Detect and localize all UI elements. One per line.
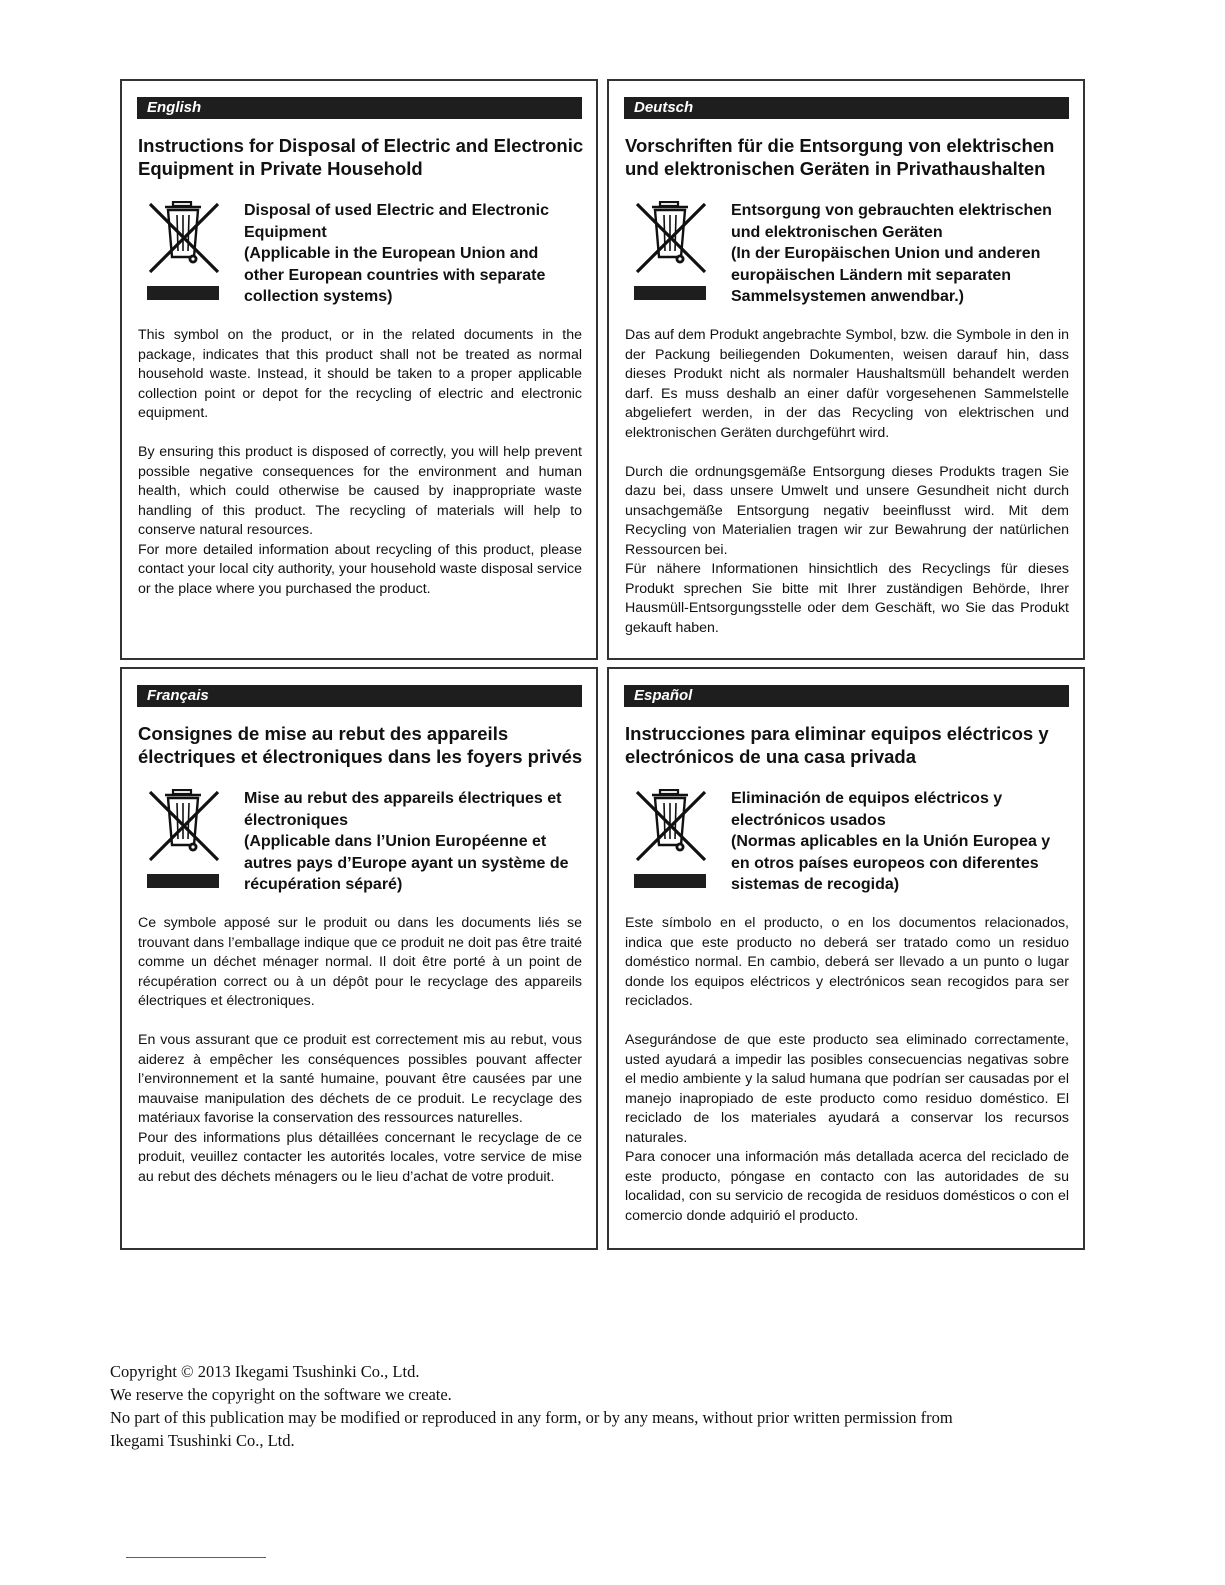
panel-subheading: Eliminación de equipos eléctricos y electrónicos usados (Normas aplicables en la Unión Europea y en otros países europeos con diferentes sistemas de recogida) [731, 790, 1051, 893]
panel-subheading: Mise au rebut des appareils électriques et électroniques (Applicable dans l’Union Européenne et autres pays d’Europe ayant un système de récupération séparé) [244, 790, 569, 893]
language-label: Deutsch [624, 97, 1069, 119]
panel-heading: Consignes de mise au rebut des appareils électriques et électroniques dans les foyers privés [138, 723, 583, 767]
paragraph: By ensuring this product is disposed of correctly, you will help prevent possible negative consequences for the environment and human health, which could otherwise be caused by inappropriate waste handling of this product. The recycling of materials will help to conserve natural resources. [138, 444, 582, 538]
paragraph: Pour des informations plus détaillées concernant le recyclage de ce produit, veuillez contacter les autorités locales, votre service de mise au rebut des déchets ménagers ou le lieu d’achat de votre produit. [138, 1129, 582, 1185]
paragraph: Para conocer una información más detallada acerca del reciclado de este producto, póngase en contacto con las autoridades de su localidad, con su servicio de recogida de residuos domésticos o con el comercio donde adquirió el producto. [625, 1149, 1069, 1224]
crossed-out-wheelie-bin-icon [147, 789, 221, 865]
paragraph: Für nähere Informationen hinsichtlich des Recyclings für dieses Produkt sprechen Sie bitte mit Ihrer zuständigen Behörde, Ihrer Hausmüll-Entsorgungsstelle oder dem Geschäft, wo Sie das Produkt gekauft haben. [625, 561, 1069, 636]
panel-heading: Instructions for Disposal of Electric and Electronic Equipment in Private Household [138, 135, 584, 179]
paragraph: Asegurándose de que este producto sea eliminado correctamente, usted ayudará a impedir las posibles consecuencias negativas sobre el medio ambiente y la salud humana que podrían ser causadas por el manejo inapropiado de este producto como residuo doméstico. El reciclado de los materiales ayudará a conservar los recursos naturales. [625, 1032, 1069, 1146]
paragraph: Este símbolo en el producto, o en los documentos relacionados, indica que este producto no deberá ser tratado como un residuo doméstico normal. En cambio, deberá ser llevado a un punto o lugar donde los equipos eléctricos y electrónicos sean recogidos para ser reciclados. [625, 915, 1069, 1009]
panel-espanol [607, 667, 1085, 1250]
panel-francais [120, 667, 598, 1250]
copyright-line: Ikegami Tsushinki Co., Ltd. [110, 1431, 295, 1450]
panel-subheading: Disposal of used Electric and Electronic Equipment (Applicable in the European Union and other European countries with separate collection systems) [244, 202, 549, 305]
copyright-notice [110, 1360, 1110, 1452]
language-label: English [137, 97, 582, 119]
paragraph: En vous assurant que ce produit est correctement mis au rebut, vous aiderez à empêcher les conséquences possibles pouvant affecter l’environnement et la santé humaine, pouvant être causées par une mauvaise manipulation des déchets de ce produit. Le recyclage des matériaux favorise la conservation des ressources naturelles. [138, 1032, 582, 1126]
panel-heading: Instrucciones para eliminar equipos eléctricos y electrónicos de una casa privada [625, 723, 1049, 767]
copyright-line: Copyright © 2013 Ikegami Tsushinki Co., Ltd. [110, 1362, 420, 1381]
symbol-bar [634, 874, 706, 888]
weee-symbol [634, 201, 708, 311]
symbol-bar [147, 874, 219, 888]
paragraph: Durch die ordnungsgemäße Entsorgung dieses Produkts tragen Sie dazu bei, dass unsere Umwelt und unsere Gesundheit nicht durch unsachgemäße Entsorgung negativ beeinflusst wird. Mit dem Recycling von Materialien tragen wir zur Bewahrung der natürlichen Ressourcen bei. [625, 463, 1069, 558]
crossed-out-wheelie-bin-icon [634, 201, 708, 277]
symbol-bar [634, 286, 706, 300]
panel-heading: Vorschriften für die Entsorgung von elektrischen und elektronischen Geräten in Privathaushalten [625, 135, 1055, 179]
language-label: Français [137, 685, 582, 707]
panel-body [625, 326, 1069, 658]
weee-symbol [147, 201, 221, 311]
panel-body [138, 914, 582, 1207]
paragraph: Ce symbole apposé sur le produit ou dans les documents liés se trouvant dans l’emballage indique que ce produit ne doit pas être traité comme un déchet ménager normal. Il doit être porté à un point de récupération correct ou à un dépôt pour le recyclage des appareils électriques et électroniques. [138, 915, 582, 1009]
panel-deutsch [607, 79, 1085, 660]
language-label: Español [624, 685, 1069, 707]
copyright-line: No part of this publication may be modified or reproduced in any form, or by any means, without prior written permission from [110, 1408, 953, 1427]
paragraph: Das auf dem Produkt angebrachte Symbol, bzw. die Symbole in den in der Packung beiliegenden Dokumenten, weisen darauf hin, dass dieses Produkt nicht als normaler Haushaltsmüll behandelt werden darf. Es muss deshalb an einer dafür vorgesehenen Sammelstelle abgeliefert werden, in der das Recycling von elektrischen und elektronischen Geräten durchgeführt wird. [625, 327, 1069, 441]
link-underline [126, 1557, 266, 1558]
crossed-out-wheelie-bin-icon [634, 789, 708, 865]
panel-english [120, 79, 598, 660]
paragraph: For more detailed information about recycling of this product, please contact your local city authority, your household waste disposal service or the place where you purchased the product. [138, 541, 582, 597]
panel-subheading: Entsorgung von gebrauchten elektrischen und elektronischen Geräten (In der Europäischen Union und anderen europäischen Ländern mit separaten Sammelsystemen anwendbar.) [731, 202, 1052, 305]
weee-symbol [147, 789, 221, 899]
paragraph: This symbol on the product, or in the related documents in the package, indicates that this product shall not be treated as normal household waste. Instead, it should be taken to a proper applicable collection point or depot for the recycling of electric and electronic equipment. [138, 327, 582, 421]
weee-symbol [634, 789, 708, 899]
symbol-bar [147, 286, 219, 300]
panel-body [138, 326, 582, 619]
panel-body [625, 914, 1069, 1246]
copyright-line: We reserve the copyright on the software we create. [110, 1385, 452, 1404]
crossed-out-wheelie-bin-icon [147, 201, 221, 277]
